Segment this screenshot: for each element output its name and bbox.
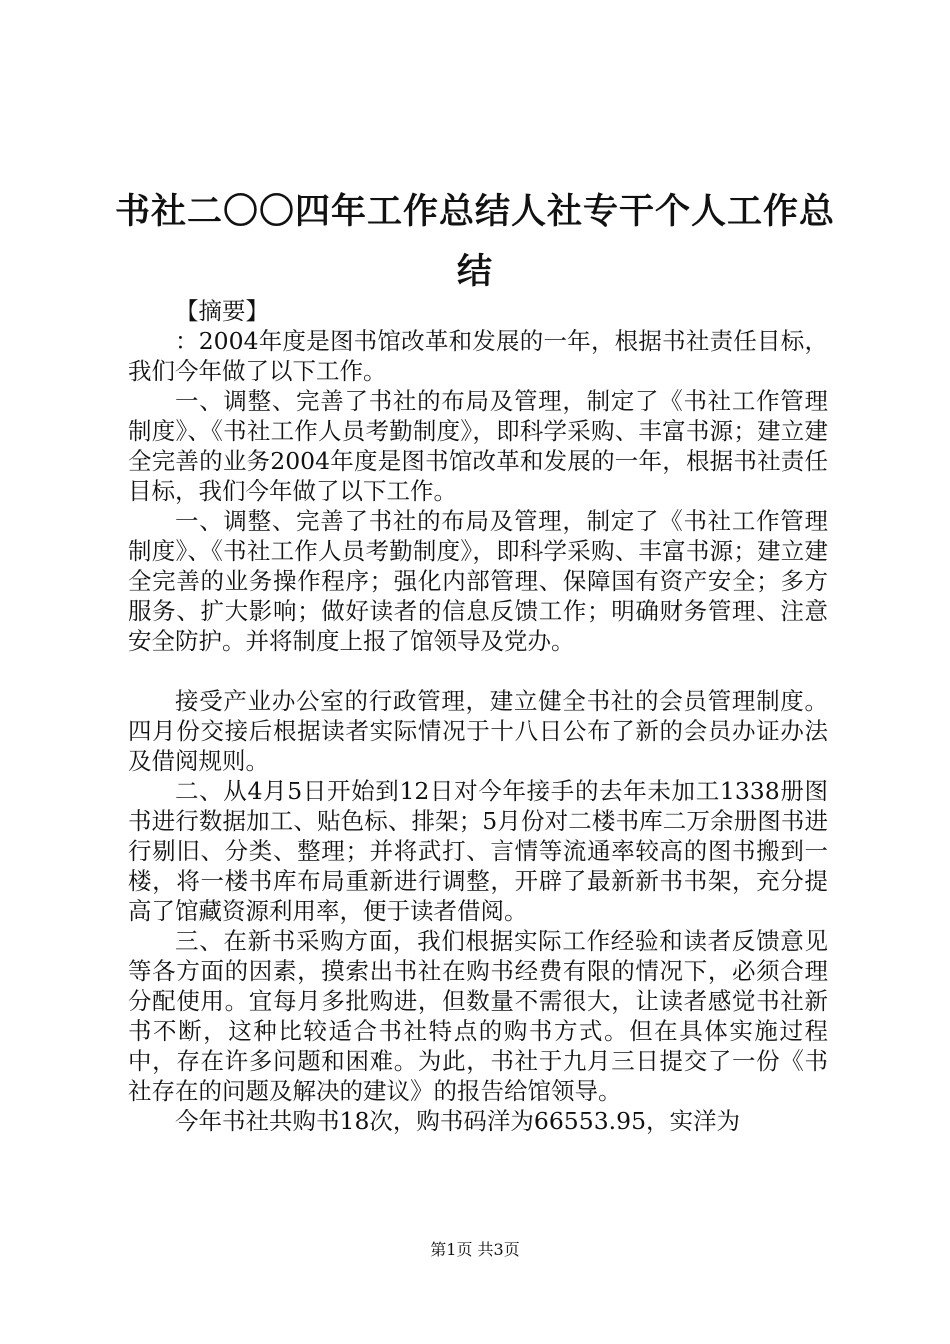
page-footer: 第1页 共3页 [430,1240,520,1259]
abstract-label: 【摘要】 [175,297,269,325]
paragraph-section-1a: 一、调整、完善了书社的布局及管理，制定了《书社工作管理制度》、《书社工作人员考勤制度》，即科学采购、丰富书源；建立建全完善的业务2004年度是图书馆改革和发展的一年，根据书社责任目标，我们今年做了以下工作。 [128,387,828,505]
paragraph-section-1b: 一、调整、完善了书社的布局及管理，制定了《书社工作管理制度》、《书社工作人员考勤制度》，即科学采购、丰富书源；建立建全完善的业务操作程序；强化内部管理、保障国有资产安全；多方服务、扩大影响；做好读者的信息反馈工作；明确财务管理、注意安全防护。并将制度上报了馆领导及党办。 [128,507,828,655]
paragraph-membership: 接受产业办公室的行政管理，建立健全书社的会员管理制度。四月份交接后根据读者实际情况于十八日公布了新的会员办证办法及借阅规则。 [128,687,828,775]
document-body [128,296,828,1136]
paragraph-purchases: 今年书社共购书18次，购书码洋为66553.95，实洋为 [175,1107,741,1135]
document-title: 书社二〇〇四年工作总结人社专干个人工作总结 [114,192,835,292]
paragraph-section-3: 三、在新书采购方面，我们根据实际工作经验和读者反馈意见等各方面的因素，摸索出书社在购书经费有限的情况下，必须合理分配使用。宜每月多批购进，但数量不需很大，让读者感觉书社新书不断，这种比较适合书社特点的购书方式。但在具体实施过程中，存在许多问题和困难。为此，书社于九月三日提交了一份《书社存在的问题及解决的建议》的报告给馆领导。 [128,927,828,1105]
paragraph-intro: ：2004年度是图书馆改革和发展的一年，根据书社责任目标，我们今年做了以下工作。 [128,327,828,385]
paragraph-section-2: 二、从4月5日开始到12日对今年接手的去年未加工1338册图书进行数据加工、贴色标、排架；5月份对二楼书库二万余册图书进行剔旧、分类、整理；并将武打、言情等流通率较高的图书搬到一楼，将一楼书库布局重新进行调整，开辟了最新新书书架，充分提高了馆藏资源利用率，便于读者借阅。 [128,777,828,925]
